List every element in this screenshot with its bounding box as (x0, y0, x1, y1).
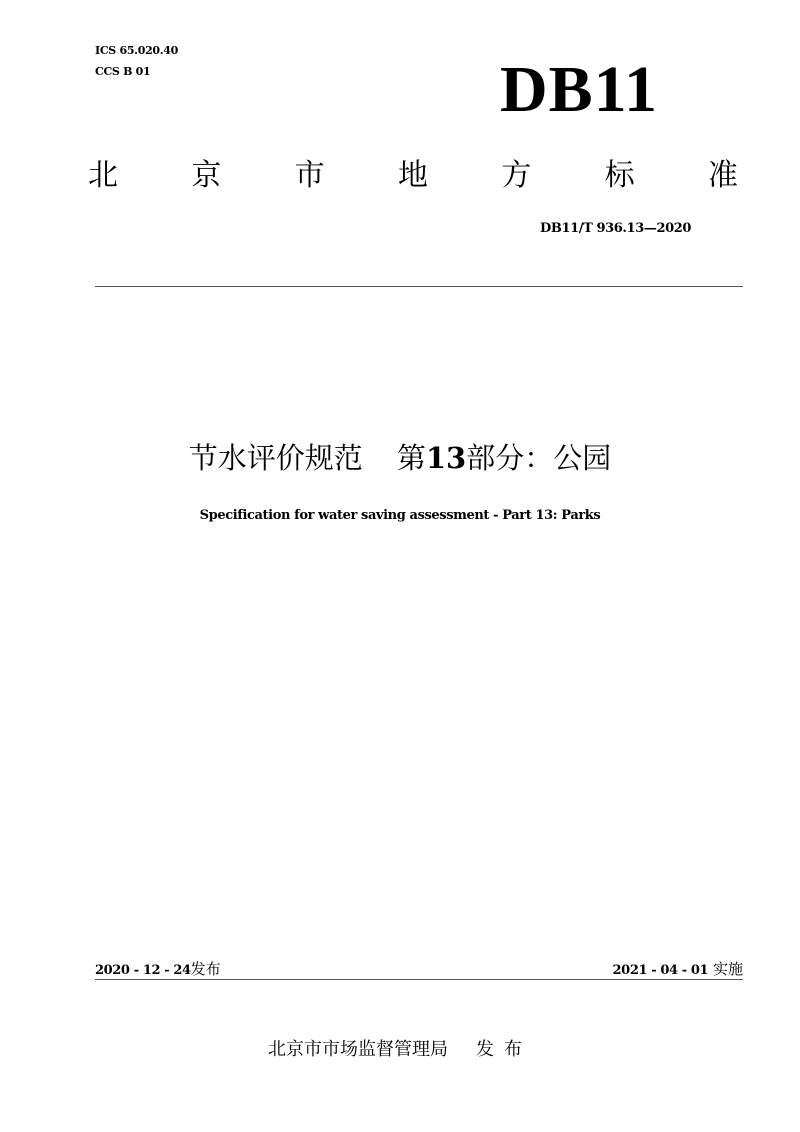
english-title: Specification for water saving assessment - Part 13: Parks (199, 508, 601, 523)
publish-date: 2020 - 12 - 24 (95, 963, 191, 978)
chinese-title (60, 436, 740, 480)
ccs-code: CCS B 01 (95, 65, 151, 78)
standard-type-char: 标 (604, 158, 635, 193)
standard-type-heading (88, 154, 738, 198)
publisher-verb: 发布 (476, 1039, 532, 1060)
bottom-divider (95, 979, 743, 980)
standard-type-char: 市 (294, 158, 325, 193)
publisher-name: 北京市市场监督管理局 (268, 1039, 448, 1060)
title-part-label: 第 (396, 441, 426, 475)
standard-number: DB11/T 936.13—2020 (540, 221, 692, 236)
title-suffix: 部分：公园 (466, 441, 612, 475)
publisher-line (200, 1036, 600, 1064)
effective-date: 2021 - 04 - 01 (612, 963, 709, 978)
ics-code: ICS 65.020.40 (95, 44, 179, 57)
publish-word: 发布 (190, 960, 221, 978)
top-divider (95, 286, 743, 287)
classification-codes (95, 40, 178, 82)
title-part-number: 13 (425, 441, 467, 475)
db11-logo: DB11 (500, 53, 659, 126)
standard-type-char: 京 (191, 158, 222, 193)
standard-type-char: 准 (707, 158, 738, 193)
standard-type-char: 地 (397, 158, 428, 193)
standard-type-char: 方 (501, 158, 532, 193)
effective-word: 实施 (712, 960, 743, 978)
standard-type-char: 北 (88, 158, 118, 193)
title-prefix: 节水评价规范 (188, 441, 363, 475)
